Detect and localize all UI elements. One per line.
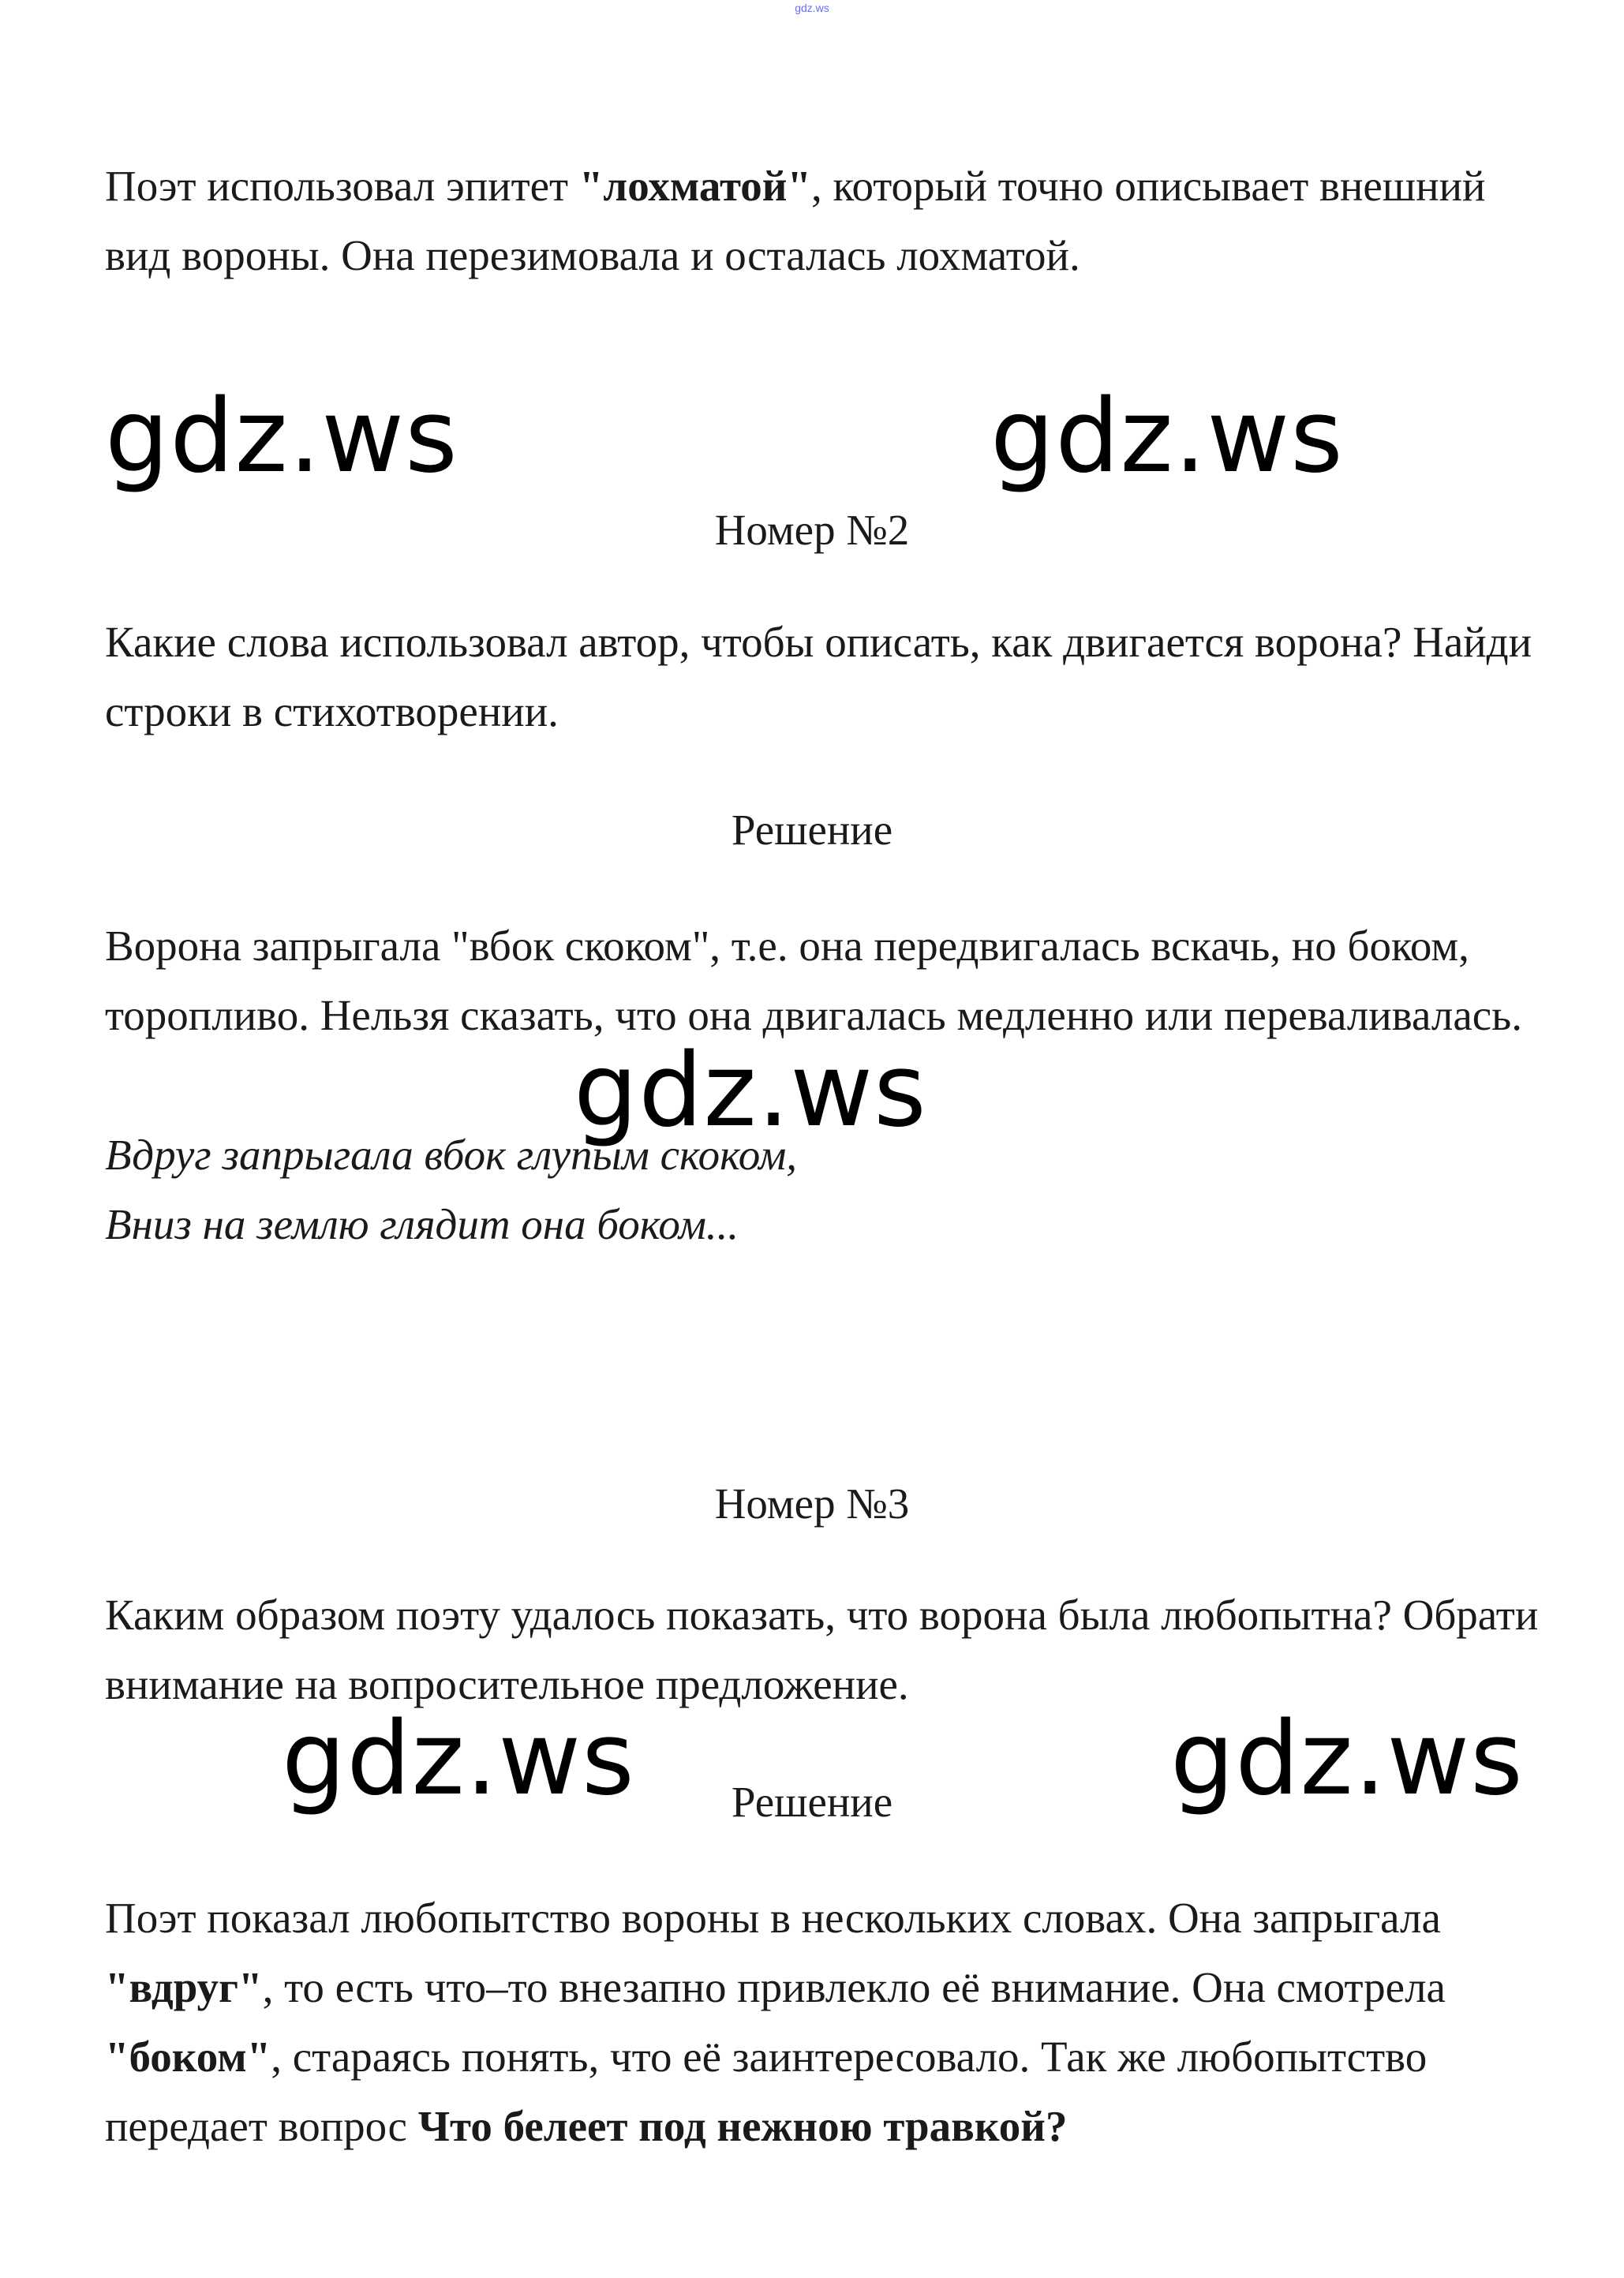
heading-number-2: Номер №2 [714,506,910,554]
answer-1-bold-epithet: "лохматой" [578,162,812,210]
answer-3-text-a: Поэт показал любопытство вороны в нескольких словах. Она запрыгала [105,1894,1441,1942]
watermark-2: gdz.ws [990,378,1344,496]
solution-label-3: Решение [731,1778,893,1826]
answer-paragraph-3 [105,1883,1549,2161]
top-watermark: gdz.ws [795,2,829,14]
question-3: Каким образом поэту удалось показать, что ворона была любопытна? Обрати внимание на вопросительное предложение. [105,1591,1539,1708]
heading-number-3: Номер №3 [714,1479,910,1528]
answer-3-text-b: , то есть что–то внезапно привлекло её внимание. Она смотрела [262,1963,1446,2011]
answer-1-text-a: Поэт использовал эпитет [105,162,579,210]
solution-label-2: Решение [731,806,893,854]
watermark-3: gdz.ws [574,1032,927,1150]
question-2: Какие слова использовал автор, чтобы описать, как двигается ворона? Найди строки в стихотворении. [105,618,1532,735]
poem-quote-line-1: Вдруг запрыгала вбок глупым скоком, [105,1131,798,1179]
answer-3-bold-bokom: "боком" [105,2033,271,2081]
answer-3-bold-question: Что белеет под нежною травкой? [417,2102,1068,2150]
answer-3-text-c: , стараясь понять, что её заинтересовало. Так же любопытство передает вопрос [105,2033,1428,2150]
watermark-4: gdz.ws [282,1700,635,1818]
watermark-5: gdz.ws [1170,1700,1524,1818]
answer-paragraph-2: Ворона запрыгала "вбок скоком", т.е. она передвигалась вскачь, но боком, торопливо. Нельзя сказать, что она двигалась медленно или переваливалась. [105,922,1522,1039]
answer-1-text-b: , который точно описывает внешний вид вороны. Она перезимовала и осталась лохматой. [105,162,1486,279]
poem-quote-line-2: Вниз на землю глядит она боком... [105,1200,739,1248]
watermark-1: gdz.ws [105,378,458,496]
answer-3-bold-vdrug: "вдруг" [105,1963,263,2011]
answer-paragraph-1 [105,151,1549,290]
